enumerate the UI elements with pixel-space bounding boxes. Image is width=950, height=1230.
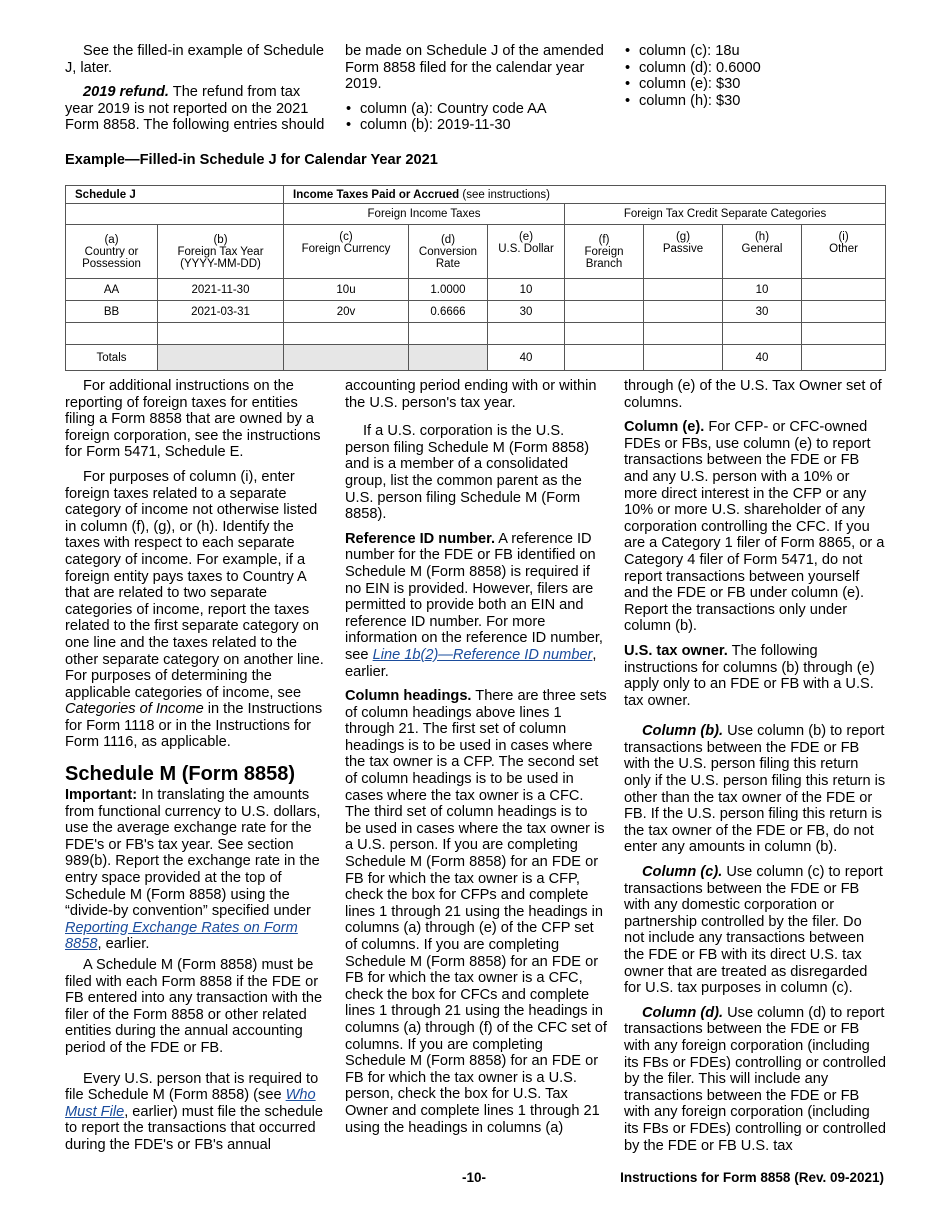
income-taxes-note: (see instructions) (459, 188, 550, 201)
body-column-3 (624, 378, 886, 1162)
reporting-exchange-rates-link[interactable]: Reporting Exchange Rates on Form 8858 (65, 919, 298, 953)
paragraph (624, 419, 886, 635)
column-label: Other (829, 243, 858, 255)
list-item: • column (b): 2019-11-30 (345, 117, 607, 134)
table-cell (644, 279, 723, 301)
column-letter: (e) (518, 231, 534, 243)
column-label: Country or Possession (82, 245, 141, 270)
paragraph-text: For CFP- or CFC-owned FDEs or FBs, use column (e) to report transactions between the FDE or FB and any U.S. person with a 10% or more direct interest in the CFP or any 10% or more U.S. shareholder of any corporation controlling the CFC. If you are a Category 1 filer of Form 8865, or a Category 4 filer of Form 5471, do not report transactions between yourself and the FDE or FB under column (e). Report the transactions only under column (b). (624, 419, 885, 635)
totals-row (66, 345, 886, 371)
reference-id-link[interactable]: Line 1b(2)—Reference ID number (372, 646, 593, 663)
column-header (644, 225, 723, 279)
paragraph-text: Use column (c) to report transactions between the FDE or FB with any domestic corporation or partnership controlled by the filer. Do not include any transactions between the FDE or FB with its direct U.S. tax owner that are treated as disregarded for U.S. tax purposes in column (c). (624, 864, 883, 997)
table-cell (488, 323, 565, 345)
table-cell (723, 323, 802, 345)
section-heading: Schedule M (Form 8858) (65, 763, 296, 786)
income-taxes-label: Income Taxes Paid or Accrued (293, 188, 460, 201)
paragraph-text: , earlier. (97, 936, 150, 953)
column-header (802, 225, 886, 279)
column-label: Conversion Rate (418, 245, 478, 270)
column-header (66, 225, 158, 279)
paragraph (345, 531, 607, 680)
table-cell (565, 323, 644, 345)
total-general: 40 (723, 345, 802, 371)
paragraph (65, 1071, 327, 1154)
table-cell (644, 323, 723, 345)
table-cell: 30 (488, 301, 565, 323)
paragraph: through (e) of the U.S. Tax Owner set of columns. (624, 378, 882, 411)
table-cell (565, 279, 644, 301)
run-in-heading: U.S. tax owner. (624, 642, 728, 659)
table-cell (565, 345, 644, 371)
table-cell (158, 323, 284, 345)
footer-title: Instructions for Form 8858 (Rev. 09-2021) (620, 1170, 884, 1185)
table-cell (644, 301, 723, 323)
example-title: Example—Filled-in Schedule J for Calendar Year 2021 (65, 152, 438, 168)
table-cell (409, 323, 488, 345)
column-letter: (g) (675, 231, 691, 243)
paragraph-text: in the Instructions for Form 1118 or in the Instructions for Form 1116, as applicable. (65, 701, 323, 751)
table-cell: 2021-11-30 (158, 279, 284, 301)
run-in-heading: Reference ID number. (345, 530, 496, 547)
paragraph: accounting period ending with or within the U.S. person's tax year. (345, 378, 597, 411)
table-cell: 1.0000 (409, 279, 488, 301)
column-header (723, 225, 802, 279)
column-label: Foreign Tax Year (YYYY-MM-DD) (177, 245, 264, 270)
paragraph: be made on Schedule J of the amended Form 8858 filed for the calendar year 2019. (345, 43, 604, 93)
paragraph (65, 469, 327, 751)
shaded-cell (284, 345, 409, 371)
table-cell (644, 345, 723, 371)
top-column-2 (345, 43, 607, 134)
run-in-heading: Important: (65, 787, 138, 804)
column-label: Passive (662, 243, 704, 255)
table-row (66, 279, 886, 301)
column-letter: (a) (104, 233, 119, 246)
run-in-heading: Column (e). (624, 419, 705, 436)
body-column-2 (345, 378, 607, 1144)
column-header (409, 225, 488, 279)
page-number: -10- (462, 1170, 487, 1185)
paragraph-text: The refund from tax year 2019 is not reported on the 2021 Form 8858. The following entries should (65, 84, 325, 134)
column-header (565, 225, 644, 279)
column-label: General (741, 243, 783, 255)
total-us-dollar: 40 (488, 345, 565, 371)
run-in-heading: 2019 refund. (83, 84, 169, 101)
table-cell (802, 345, 886, 371)
paragraph-text: , earlier. (345, 646, 597, 680)
paragraph (624, 643, 886, 709)
list-item: • column (d): 0.6000 (624, 60, 886, 77)
paragraph-text: Use column (b) to report transactions between the FDE or FB with the U.S. person filing this return only if the U.S. person filing this return is other than the tax owner of the FDE or FB. If the U.S. person filing this return is the tax owner of the FDE or FB, do not enter any amounts in column (b). (624, 723, 886, 856)
paragraph-text: For purposes of column (i), enter foreign taxes related to a separate category of income not otherwise listed in column (f), (g), or (h). Identify the taxes with respect to each separate category of income. For example, if a foreign entity pays taxes to Country A that are related to two separate categories of income, report the taxes related to the first separate category on one line and the taxes related to the other separate category on another line. For purposes of determining the applicable categories of income, see (65, 468, 324, 701)
shaded-cell (158, 345, 284, 371)
who-must-file-link[interactable]: Who Must File (65, 1087, 316, 1120)
list-item: • column (e): $30 (624, 76, 886, 93)
top-column-1 (65, 43, 327, 142)
body-column-1 (65, 378, 327, 1162)
column-letter: (h) (754, 231, 770, 243)
paragraph-text: Every U.S. person that is required to file Schedule M (Form 8858) (see (65, 1070, 319, 1104)
paragraph-text: Use column (d) to report transactions between the FDE or FB with any foreign corporation (including its FBs or FDEs) controlling or controlled by the filer. This will include any transactions between the FDE or FB with any foreign corporation (including its FBs or FDEs) controlling or controlled by the FDE or FB U.S. tax (624, 1004, 886, 1154)
column-header (488, 225, 565, 279)
table-cell (284, 323, 409, 345)
column-header (284, 225, 409, 279)
bullet-list (624, 43, 886, 109)
schedule-j-table (65, 185, 886, 371)
paragraph-text: , earlier) must file the schedule to report the transactions that occurred during the FDE's or FB's annual (65, 1103, 323, 1153)
paragraph (624, 723, 886, 856)
paragraph (624, 1005, 886, 1154)
run-in-heading: Column headings. (345, 688, 472, 705)
column-letter: (b) (213, 233, 228, 246)
table-cell: 20v (284, 301, 409, 323)
bullet-list (345, 101, 607, 134)
italic-reference: Categories of Income (65, 701, 204, 718)
empty-cell (66, 204, 284, 225)
top-column-3 (624, 43, 886, 109)
table-cell: 2021-03-31 (158, 301, 284, 323)
run-in-heading: Column (d). (642, 1004, 724, 1021)
table-cell: AA (66, 279, 158, 301)
paragraph-text: There are three sets of column headings above lines 1 through 21. The first set of column headings is to be used in cases where the tax owner is a CFP. The second set of column headings is to be used in cases where the tax owner is a CFC. The third set of column headings is to be used in cases where the tax owner is a U.S. person. If you are completing Schedule M (Form 8858) for an FDE or FB for which the tax owner is a CFP, check the box for CFPs and complete lines 1 through 21 using the headings in columns (a) through (e) of the CFP set of columns. If you are completing Schedule M (Form 8858) for an FDE or FB for which the tax owner is a CFC, check the box for CFCs and complete lines 1 through 21 using the headings in columns (a) through (f) of the CFC set of columns. If you are completing Schedule M (Form 8858) for an FDE or FB for which the tax owner is a U.S. person, check the box for U.S. Tax Owner and complete lines 1 through 21 using the headings in columns (a) (345, 688, 607, 1136)
table-cell (565, 301, 644, 323)
paragraph (65, 84, 327, 134)
table-cell: BB (66, 301, 158, 323)
table-row (66, 301, 886, 323)
column-label: Foreign Branch (584, 245, 624, 270)
group-header: Foreign Income Taxes (284, 204, 565, 225)
list-item: • column (a): Country code AA (345, 101, 607, 118)
table-cell (802, 323, 886, 345)
table-cell (66, 323, 158, 345)
totals-label: Totals (66, 345, 158, 371)
column-letter: (d) (440, 233, 456, 246)
table-cell: 30 (723, 301, 802, 323)
table-cell (802, 301, 886, 323)
table-cell (802, 279, 886, 301)
run-in-heading: Column (c). (642, 864, 723, 881)
column-letter: (c) (339, 231, 353, 243)
paragraph-text: In translating the amounts from functional currency to U.S. dollars, use the average exchange rate for the FDE's or FB's tax year. See section 989(b). Report the exchange rate in the entry space provided at the top of Schedule M (Form 8858) using the “divide-by convention” specified under (65, 787, 321, 920)
list-item: • column (h): $30 (624, 93, 886, 110)
schedule-label: Schedule J (66, 186, 284, 204)
table-cell: 10 (488, 279, 565, 301)
paragraph: If a U.S. corporation is the U.S. person filing Schedule M (Form 8858) and is a member of a consolidated group, list the common parent as the U.S. person filing Schedule M (Form 8858). (345, 423, 590, 523)
paragraph-text: The following instructions for columns (b) through (e) apply only to an FDE or FB with a U.S. tax owner. (624, 642, 875, 709)
group-header: Foreign Tax Credit Separate Categories (565, 204, 886, 225)
paragraph (624, 864, 886, 997)
column-label: Foreign Currency (301, 243, 391, 255)
table-row (66, 323, 886, 345)
column-label: U.S. Dollar (498, 243, 554, 255)
paragraph-text: A reference ID number for the FDE or FB identified on Schedule M (Form 8858) is required if no EIN is provided. However, filers are permitted to provide both an EIN and reference ID number. For more information on the reference ID number, see (345, 530, 603, 663)
table-cell: 0.6666 (409, 301, 488, 323)
paragraph: A Schedule M (Form 8858) must be filed with each Form 8858 if the FDE or FB entered into any transaction with the filer of the Form 8858 or other related entities during the annual accounting period of the FDE or FB. (65, 957, 323, 1056)
column-header (158, 225, 284, 279)
column-letter: (i) (838, 231, 849, 243)
paragraph (65, 787, 327, 953)
table-cell: 10 (723, 279, 802, 301)
shaded-cell (409, 345, 488, 371)
list-item: • column (c): 18u (624, 43, 886, 60)
paragraph: For additional instructions on the reporting of foreign taxes for entities filing a Form 8858 that are owned by a foreign corporation, see the instructions for Form 5471, Schedule E. (65, 378, 321, 461)
run-in-heading: Column (b). (642, 723, 724, 740)
table-cell: 10u (284, 279, 409, 301)
income-taxes-header (284, 186, 886, 204)
paragraph: See the filled-in example of Schedule J, later. (65, 43, 324, 76)
column-letter: (f) (598, 233, 610, 246)
paragraph (345, 688, 607, 1136)
